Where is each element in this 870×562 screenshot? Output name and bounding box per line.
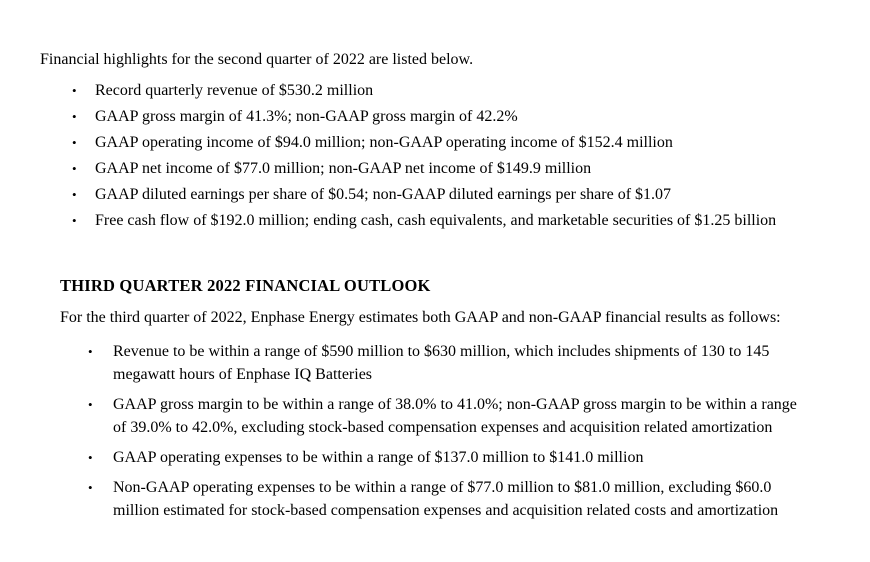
list-item-line: megawatt hours of Enphase IQ Batteries (113, 366, 373, 383)
list-item (40, 446, 840, 469)
list-item-text: GAAP gross margin of 41.3%; non-GAAP gross margin of 42.2% (95, 108, 518, 125)
bullet-icon: • (88, 480, 93, 495)
bullet-icon: • (72, 109, 77, 124)
list-item-line: GAAP operating expenses to be within a range of $137.0 million to $141.0 million (113, 449, 644, 466)
list-item-line: Non-GAAP operating expenses to be within a range of $77.0 million to $81.0 million, excluding $60.0 (113, 479, 772, 496)
list-item (40, 156, 840, 182)
list-item (40, 340, 840, 386)
list-item (40, 208, 840, 234)
list-item (40, 104, 840, 130)
bullet-icon: • (72, 83, 77, 98)
list-item (40, 476, 840, 522)
list-item-text: Record quarterly revenue of $530.2 million (95, 82, 374, 99)
list-item-text: GAAP operating income of $94.0 million; non-GAAP operating income of $152.4 million (95, 134, 673, 151)
list-item-text (113, 340, 769, 386)
bullet-icon: • (72, 187, 77, 202)
outlook-intro-paragraph: For the third quarter of 2022, Enphase Energy estimates both GAAP and non-GAAP financial results as follows: (60, 309, 781, 326)
list-item-text (113, 446, 643, 469)
bullet-icon: • (88, 344, 93, 359)
highlights-intro-paragraph: Financial highlights for the second quarter of 2022 are listed below. (40, 51, 474, 68)
list-item-text: GAAP net income of $77.0 million; non-GAAP net income of $149.9 million (95, 160, 592, 177)
outlook-bullet-list (40, 340, 840, 522)
section-heading-third-quarter-outlook: THIRD QUARTER 2022 FINANCIAL OUTLOOK (60, 276, 431, 295)
list-item-text (113, 393, 797, 439)
bullet-icon: • (72, 161, 77, 176)
list-item-line: million estimated for stock-based compensation expenses and acquisition related costs and amortization (113, 502, 779, 519)
list-item-text (113, 476, 778, 522)
bullet-icon: • (88, 450, 93, 465)
list-item-text: Free cash flow of $192.0 million; ending cash, cash equivalents, and marketable securities of $1.25 billion (95, 212, 777, 229)
list-item-line: of 39.0% to 42.0%, excluding stock-based compensation expenses and acquisition related amortization (113, 419, 773, 436)
bullet-icon: • (72, 213, 77, 228)
list-item (40, 182, 840, 208)
list-item (40, 393, 840, 439)
list-item (40, 78, 840, 104)
bullet-icon: • (88, 397, 93, 412)
list-item-line: GAAP gross margin to be within a range of 38.0% to 41.0%; non-GAAP gross margin to be within a range (113, 396, 797, 413)
bullet-icon: • (72, 135, 77, 150)
list-item (40, 130, 840, 156)
highlights-bullet-list (40, 78, 840, 234)
list-item-text: GAAP diluted earnings per share of $0.54; non-GAAP diluted earnings per share of $1.07 (95, 186, 672, 203)
list-item-line: Revenue to be within a range of $590 million to $630 million, which includes shipments of 130 to 145 (113, 343, 770, 360)
